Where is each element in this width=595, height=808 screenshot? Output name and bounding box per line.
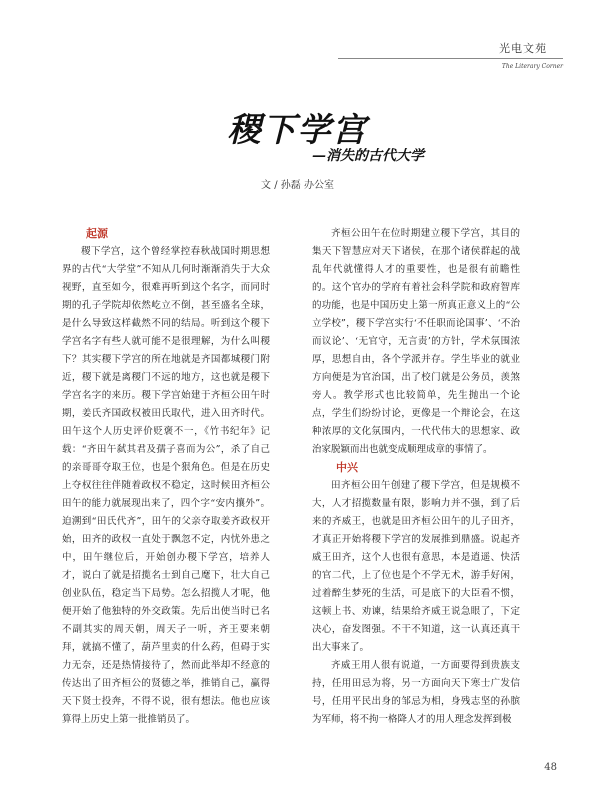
header-rule [338,58,563,59]
byline: 文 / 孙磊 办公室 [261,180,334,191]
section-heading-rise: 中兴 [336,461,358,474]
column-subtitle: The Literary Corner [501,63,563,70]
paragraph: 稷下学宫，这个曾经掌控春秋战国时期思想界的古代“大学堂”不知从几何时渐渐消失于大众视野，直至如今，很难再听到这个名字，而同时期的孔子学院却依然屹立不倒，甚至盛名全球，是什么导致这样截然不同的结局。听到这个稷下学宫名字有些人就可能不是很理解，为什么叫稷下？其实稷下学宫的所在地就是齐国都城稷门附近，稷下就是离稷门不远的地方，这也就是稷下学宫名字的来历。稷下学宫始建于齐桓公田午时期，姜氏齐国政权被田氏取代，进入田齐时代。田午这个人历史评价贬褒不一，《竹书纪年》记载：“齐田午弑其君及孺子喜而为公”，杀了自己的亲哥哥夺取王位，也是个狠角色。但是在历史上夺权往往伴随着政权不稳定，这时候田齐桓公田午的能力就展现出来了，四个字“安内攘外”。迫溯到“田氏代齐”，田午的父亲夺取姜齐政权开始，田齐的政权一直处于飘忽不定，内忧外患之中，田午继位后，开始创办稷下学宫，培养人才，说白了就是招揽名士到自己麾下，壮大自己创业队伍，稳定当下局势。怎么招揽人才呢，他便开始了他独特的外交政策。先后出使当时已名不副其实的周天朝，周天子一听，齐王要来朝拜，就搞不懂了，葫芦里卖的什么药，但碍于实力无奈，还是热情接待了，然而此举却不经意的传达出了田齐桓公的贤德之举，推销自己，赢得天下贤士投奔，不得不说，很有想法。他也应该算得上历史上第一批推销员了。 [62,246,270,725]
right-column [312,225,520,729]
paragraph: 齐威王用人很有说道，一方面要得到贵族支持，任用田忌为将，另一方面向天下寒士广发信号，任用平民出身的邹忌为相，身残志坚的孙膑为军师，将不拘一格降人才的用人理念发挥到极 [312,660,520,725]
article-title: 稷下学宫 [227,110,368,149]
paragraph: 齐桓公田午在位时期建立稷下学宫，其目的集天下智慧应对天下诸侯，在那个诸侯群起的战乱年代就懂得人才的重要性，也是很有前瞻性的。这个官办的学府有着社会科学院和政府智库的功能，也是中国历史上第一所真正意义上的“公立学校”，稷下学宫实行‘不任职而论国事’、‘不治而议论’、‘无官守，无言责’的方针，学术氛围浓厚，思想自由，各个学派并存。学生毕业的就业方向便是为官治国，出了校门就是公务员，羡煞旁人。教学形式也比较简单，先生抛出一个论点，学生们纷纷讨论，更像是一个辩论会，在这种浓厚的文化氛围内，一代代伟大的思想家、政治家脱颖而出也就变成顺理成章的事情了。 [312,228,520,455]
article-subtitle: —消失的古代大学 [312,148,424,164]
left-column [62,225,270,729]
column-title: 光电文苑 [499,42,547,55]
page-number: 48 [544,762,557,773]
section-heading-origin: 起源 [86,227,108,240]
paragraph: 田齐桓公田午创建了稷下学宫，但是规模不大，人才招揽数量有限，影响力并不强，到了后来的齐威王，也就是田齐桓公田午的儿子田齐，才真正开始将稷下学宫的发展推到鼎盛。说起齐威王田齐，这个人也很有意思，本是逍遥、快活的官二代，上了位也是个不学无术，游手好闲，过着醉生梦死的生活，可是底下的大臣看不惯，这顿上书、劝谏，结果给齐威王说急眼了，下定决心，奋发图强。不干不知道，这一认真还真干出大事来了。 [312,480,520,653]
